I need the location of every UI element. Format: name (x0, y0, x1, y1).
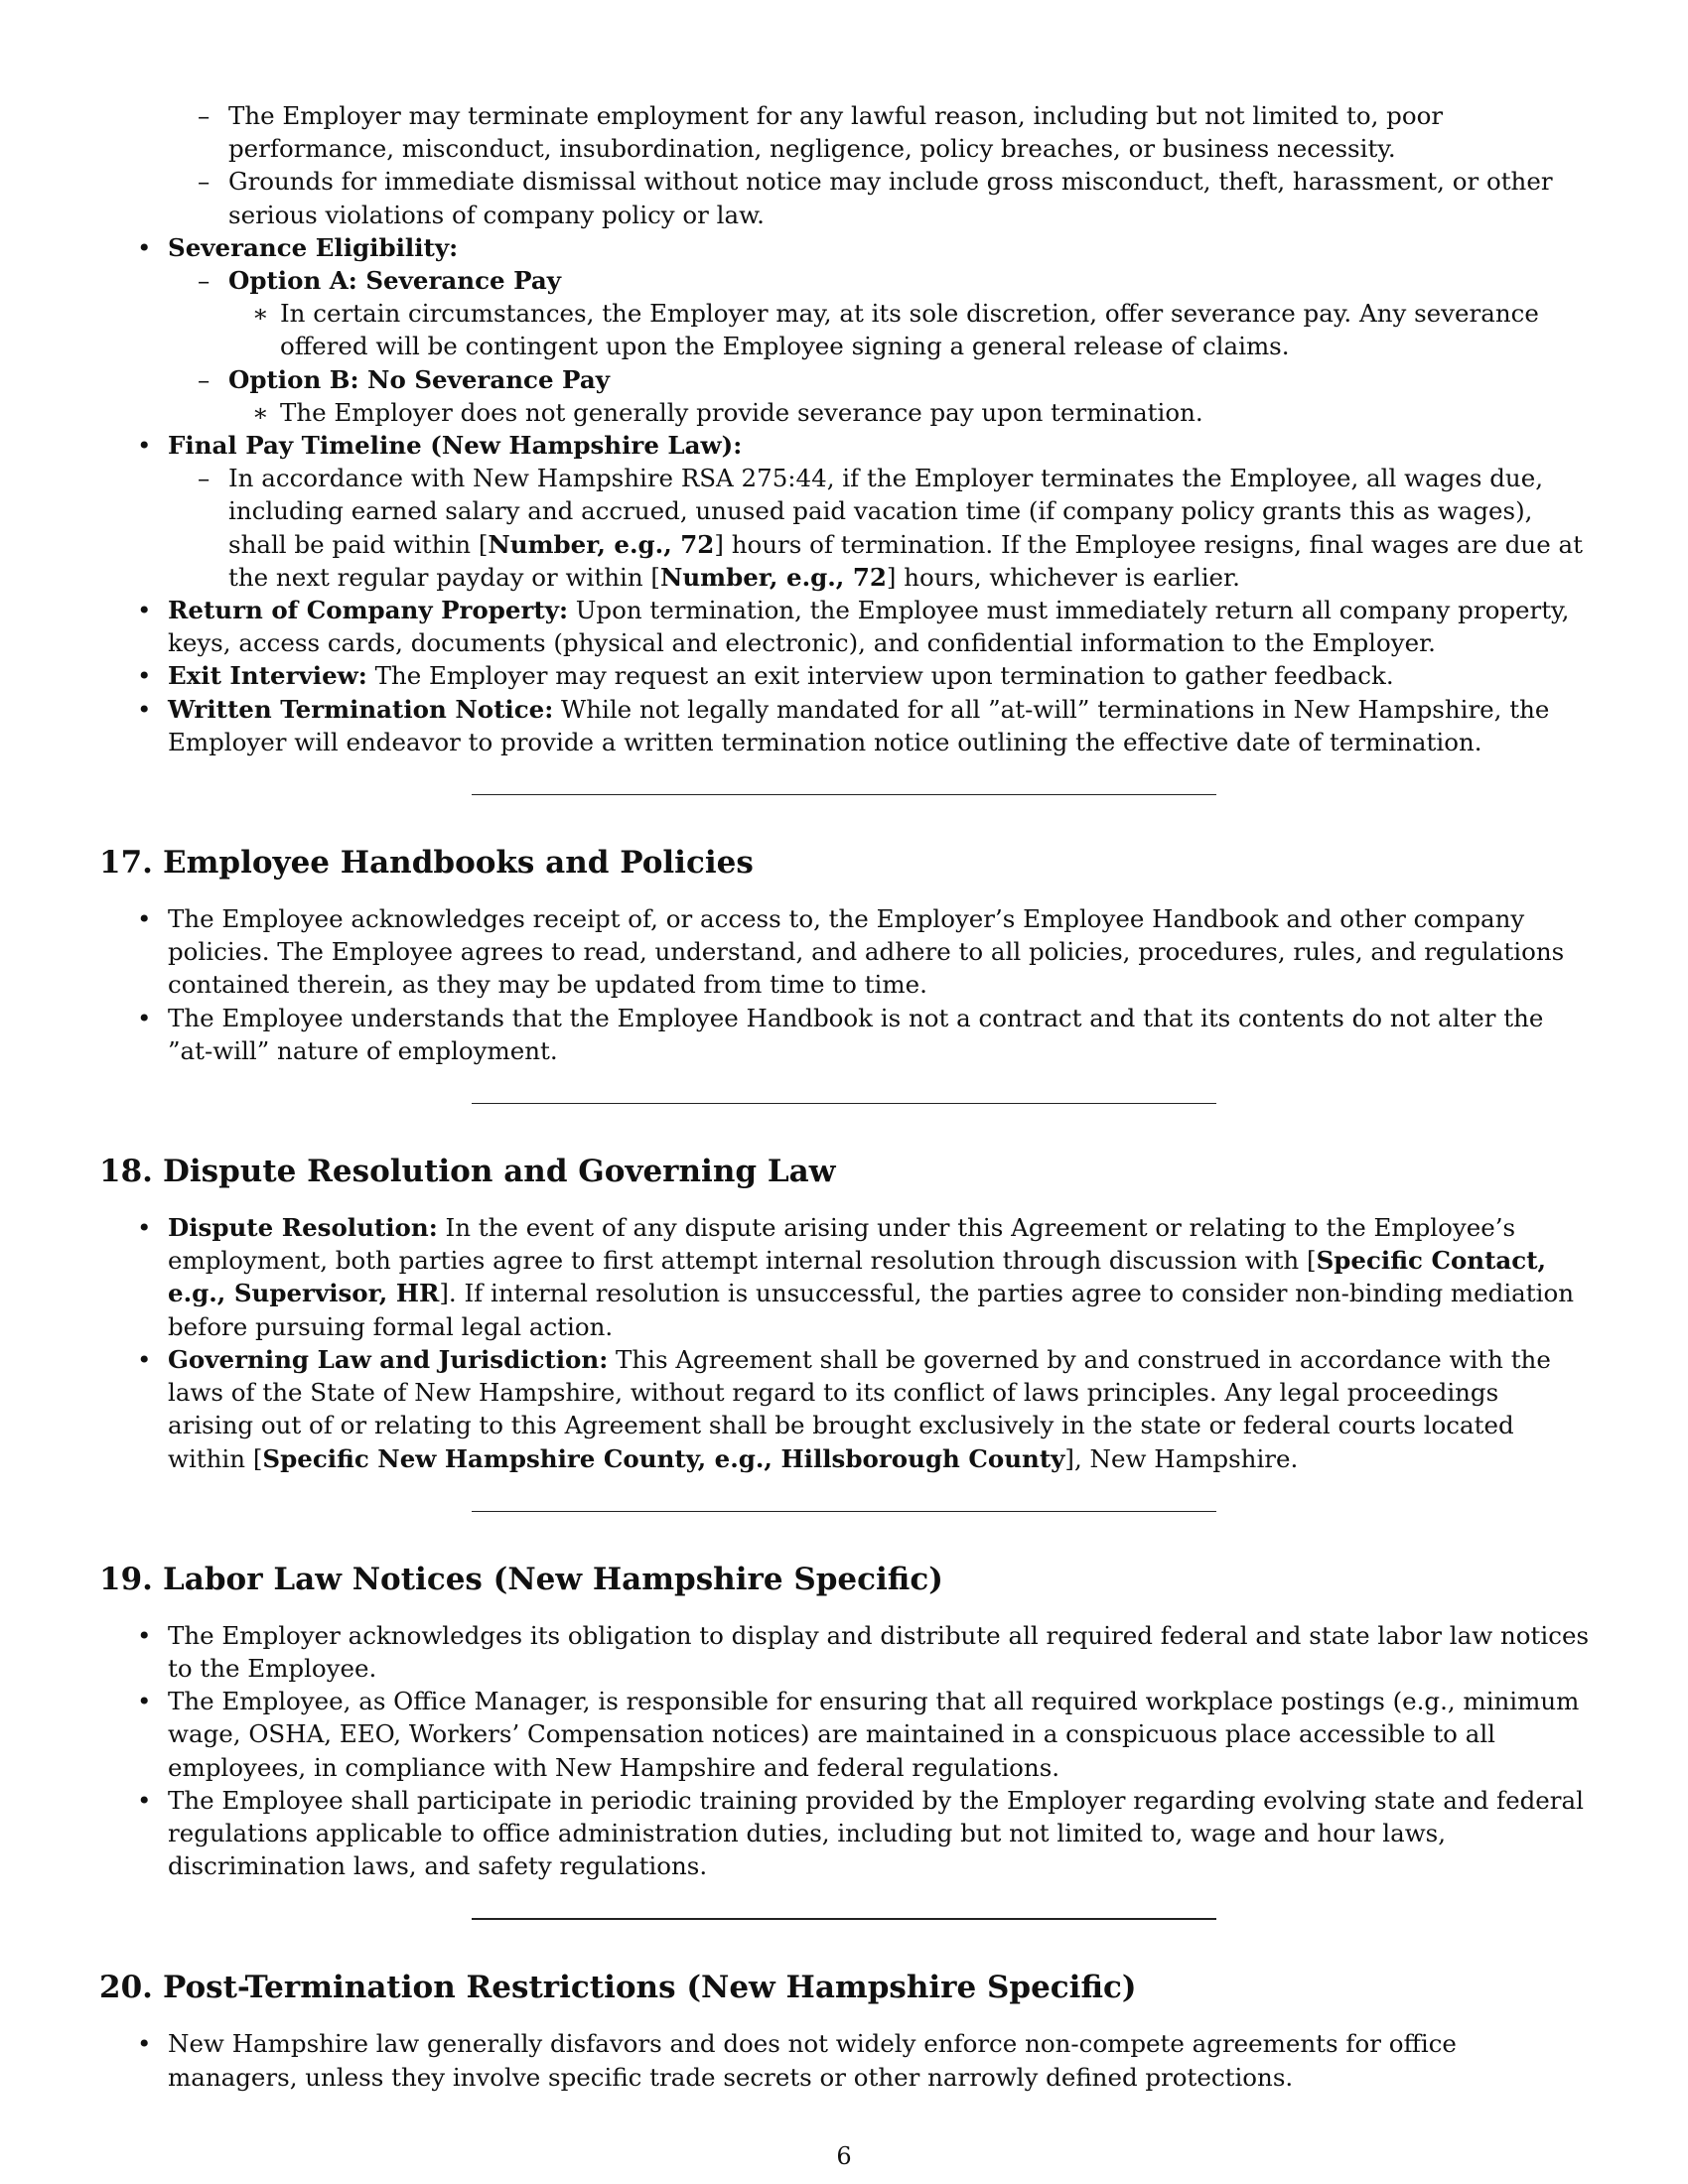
final-pay-text (228, 464, 1583, 592)
exit-interview-item (99, 659, 1589, 692)
grounds-item-2: Grounds for immediate dismissal without notice may include gross misconduct, theft, harassment, or other serious violations of company policy or law. (228, 167, 1553, 229)
list-item-text: The Employee acknowledges receipt of, or access to, the Employer’s Employee Handbook and other company policies. The Employee agrees to read, understand, and adhere to all policies, procedures, rules, and regulations contained therein, as they may be updated from time to time. (168, 904, 1565, 1000)
written-notice-title: Written Termination Notice: (168, 694, 554, 724)
return-property-title: Return of Company Property: (168, 596, 568, 625)
option-b-item (168, 363, 1589, 429)
severance-eligibility-title: Severance Eligibility: (168, 232, 459, 262)
final-pay-title: Final Pay Timeline (New Hampshire Law): (168, 431, 743, 461)
list-item (168, 462, 1589, 594)
section-title: Labor Law Notices (New Hampshire Specific) (163, 1561, 943, 1597)
final-pay-placeholder: Number, e.g., 72 (659, 562, 887, 592)
section-18-list (99, 1211, 1589, 1475)
final-pay-details (168, 462, 1589, 594)
final-pay-placeholder: Number, e.g., 72 (488, 529, 715, 559)
section-number: 18. (99, 1154, 153, 1190)
severance-options-list (168, 264, 1589, 429)
section-number: 20. (99, 1970, 153, 2006)
final-pay-text-part: ] hours of termination. If the Employee resigns, final wages are due at the next regular payday or within [ (228, 529, 1583, 592)
list-item (99, 99, 1589, 165)
return-property-text (168, 596, 1569, 657)
list-item (99, 2027, 1589, 2093)
dispute-resolution-item (99, 1211, 1589, 1343)
section-20-heading (99, 1968, 1589, 2007)
final-pay-text-part: ] hours, whichever is earlier. (886, 562, 1240, 592)
option-a-details (228, 297, 1589, 362)
list-item-text: The Employee understands that the Employee Handbook is not a contract and that its contents do not alter the ”at-will” nature of employment. (168, 1003, 1544, 1065)
written-notice-text (168, 695, 1549, 756)
page-content (99, 99, 1589, 2094)
list-item-text: The Employee, as Office Manager, is responsible for ensuring that all required workplace postings (e.g., minimum wage, OSHA, EEO, Workers’ Compensation notices) are maintained in a conspicuous place accessible to all employees, in compliance with New Hampshire and federal regulations. (168, 1687, 1580, 1782)
section-19-list (99, 1619, 1589, 1883)
dispute-placeholder: Specific Contact, e.g., Supervisor, HR (168, 1246, 1547, 1308)
county-placeholder: Specific New Hampshire County, e.g., Hillsborough County (262, 1443, 1065, 1473)
governing-law-text (168, 1345, 1551, 1473)
exit-interview-text (168, 661, 1394, 690)
list-item-text: New Hampshire law generally disfavors and does not widely enforce non-compete agreements for office managers, unless they involve specific trade secrets or other narrowly defined protections. (168, 2029, 1457, 2092)
final-pay-item (99, 429, 1589, 594)
termination-grounds-list (99, 99, 1589, 231)
dispute-text-part: ]. If internal resolution is unsuccessful, the parties agree to consider non-binding mediation before pursuing formal legal action. (168, 1279, 1574, 1341)
option-a-title: Option A: Severance Pay (228, 266, 561, 296)
exit-interview-body: The Employer may request an exit interview upon termination to gather feedback. (366, 661, 1394, 691)
page-number: 6 (836, 2142, 852, 2170)
section-number: 17. (99, 845, 153, 882)
severance-eligibility-item (99, 231, 1589, 429)
return-property-body: Upon termination, the Employee must immediately return all company property, keys, access cards, documents (physical and electronic), and confidential information to the Employer. (168, 596, 1570, 658)
section-19-heading (99, 1560, 1589, 1599)
list-item (99, 1784, 1589, 1883)
list-item-text: The Employer acknowledges its obligation to display and distribute all required federal and state labor law notices to the Employee. (168, 1620, 1590, 1683)
written-notice-item (99, 693, 1589, 758)
list-item (228, 297, 1589, 362)
list-item (228, 396, 1589, 429)
list-item (99, 1685, 1589, 1784)
grounds-item-1: The Employer may terminate employment for any lawful reason, including but not limited to, poor performance, misconduct, insubordination, negligence, policy breaches, or business necessity. (228, 101, 1444, 164)
dispute-resolution-text (168, 1213, 1574, 1341)
option-b-text: The Employer does not generally provide severance pay upon termination. (280, 397, 1203, 427)
law-text-part: ], New Hampshire. (1064, 1443, 1299, 1473)
section-18-heading (99, 1152, 1589, 1191)
termination-terms-list (99, 231, 1589, 758)
option-a-text: In certain circumstances, the Employer may, at its sole discretion, offer severance pay. Any severance offered will be contingent upon the Employee signing a general release of claims. (280, 299, 1539, 361)
dispute-text-part: In the event of any dispute arising under this Agreement or relating to the Employee’s employment, both parties agree to first attempt internal resolution through discussion with [ (168, 1213, 1516, 1276)
section-17-heading (99, 843, 1589, 883)
law-text-part: This Agreement shall be governed by and construed in accordance with the laws of the State of New Hampshire, without regard to its conflict of laws principles. Any legal proceedings arising out of or relating to this Agreement shall be brought exclusively in the state or federal courts located within [ (168, 1344, 1551, 1473)
section-title: Post-Termination Restrictions (New Hampshire Specific) (163, 1970, 1137, 2006)
section-number: 19. (99, 1561, 153, 1597)
written-notice-body: While not legally mandated for all ”at-will” terminations in New Hampshire, the Employer will endeavor to provide a written termination notice outlining the effective date of termination. (168, 694, 1550, 756)
list-item (99, 165, 1589, 230)
section-title: Dispute Resolution and Governing Law (163, 1154, 836, 1190)
governing-law-title: Governing Law and Jurisdiction: (168, 1344, 609, 1374)
option-b-title: Option B: No Severance Pay (228, 364, 610, 394)
dispute-resolution-title: Dispute Resolution: (168, 1213, 438, 1243)
list-item (99, 902, 1589, 1002)
section-17-list (99, 902, 1589, 1067)
section-title: Employee Handbooks and Policies (163, 845, 754, 882)
section-20-list (99, 2027, 1589, 2093)
final-pay-text-part: In accordance with New Hampshire RSA 275:44, if the Employer terminates the Employee, all wages due, including earned salary and accrued, unused paid vacation time (if company policy grants this as wages), shall be paid within [ (228, 464, 1543, 559)
list-item-text: The Employee shall participate in periodic training provided by the Employer regarding evolving state and federal regulations applicable to office administration duties, including but not limited to, wage and hour laws, discrimination laws, and safety regulations. (168, 1785, 1584, 1881)
governing-law-item (99, 1343, 1589, 1475)
option-a-item (168, 264, 1589, 363)
list-item (99, 1619, 1589, 1685)
exit-interview-title: Exit Interview: (168, 661, 367, 691)
list-item (99, 1002, 1589, 1067)
return-property-item (99, 594, 1589, 659)
option-b-details (228, 396, 1589, 429)
